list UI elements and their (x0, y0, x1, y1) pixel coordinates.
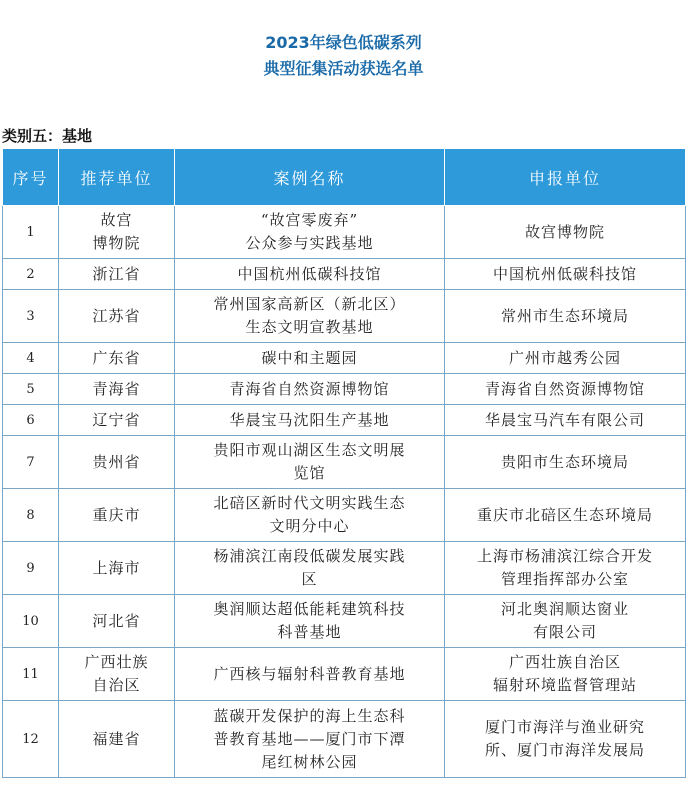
cell-number: 11 (3, 648, 59, 701)
cell-applicant: 厦门市海洋与渔业研究 所、厦门市海洋发展局 (445, 701, 686, 778)
cell-number: 9 (3, 542, 59, 595)
cell-recommending-unit: 福建省 (59, 701, 175, 778)
cell-case-name: 青海省自然资源博物馆 (175, 374, 445, 405)
cell-applicant: 故宫博物院 (445, 206, 686, 259)
cell-recommending-unit: 辽宁省 (59, 405, 175, 436)
table-body (3, 206, 686, 778)
cell-number: 4 (3, 343, 59, 374)
table-row (3, 343, 686, 374)
cell-applicant: 中国杭州低碳科技馆 (445, 259, 686, 290)
category-heading: 类别五：基地 (2, 127, 93, 145)
table-row (3, 374, 686, 405)
table-row (3, 701, 686, 778)
cell-applicant: 上海市杨浦滨江综合开发 管理指挥部办公室 (445, 542, 686, 595)
cell-number: 3 (3, 290, 59, 343)
cell-applicant: 广州市越秀公园 (445, 343, 686, 374)
cell-recommending-unit: 江苏省 (59, 290, 175, 343)
cell-case-name: 蓝碳开发保护的海上生态科 普教育基地——厦门市下潭 尾红树林公园 (175, 701, 445, 778)
cell-number: 6 (3, 405, 59, 436)
cell-recommending-unit: 河北省 (59, 595, 175, 648)
cell-recommending-unit: 青海省 (59, 374, 175, 405)
header-recommending-unit: 推荐单位 (59, 149, 175, 206)
cell-case-name: 奥润顺达超低能耗建筑科技 科普基地 (175, 595, 445, 648)
title-line-1: 2023年绿色低碳系列 (265, 33, 422, 52)
cell-applicant: 华晨宝马汽车有限公司 (445, 405, 686, 436)
cell-recommending-unit: 广西壮族 自治区 (59, 648, 175, 701)
table-row (3, 290, 686, 343)
cell-case-name: 广西核与辐射科普教育基地 (175, 648, 445, 701)
table-row (3, 542, 686, 595)
cell-applicant: 广西壮族自治区 辐射环境监督管理站 (445, 648, 686, 701)
table-row (3, 206, 686, 259)
table-row (3, 648, 686, 701)
cell-applicant: 重庆市北碚区生态环境局 (445, 489, 686, 542)
cell-case-name: “故宫零废弃” 公众参与实践基地 (175, 206, 445, 259)
table-row (3, 595, 686, 648)
selection-table (2, 148, 686, 778)
table-row (3, 405, 686, 436)
cell-recommending-unit: 上海市 (59, 542, 175, 595)
cell-applicant: 河北奥润顺达窗业 有限公司 (445, 595, 686, 648)
cell-number: 12 (3, 701, 59, 778)
header-number: 序号 (3, 149, 59, 206)
page-title (0, 30, 687, 82)
cell-recommending-unit: 重庆市 (59, 489, 175, 542)
cell-recommending-unit: 浙江省 (59, 259, 175, 290)
cell-case-name: 贵阳市观山湖区生态文明展 览馆 (175, 436, 445, 489)
cell-case-name: 常州国家高新区（新北区） 生态文明宣教基地 (175, 290, 445, 343)
cell-applicant: 常州市生态环境局 (445, 290, 686, 343)
cell-case-name: 碳中和主题园 (175, 343, 445, 374)
cell-case-name: 北碚区新时代文明实践生态 文明分中心 (175, 489, 445, 542)
cell-recommending-unit: 广东省 (59, 343, 175, 374)
cell-applicant: 青海省自然资源博物馆 (445, 374, 686, 405)
cell-recommending-unit: 贵州省 (59, 436, 175, 489)
cell-case-name: 中国杭州低碳科技馆 (175, 259, 445, 290)
cell-number: 7 (3, 436, 59, 489)
cell-number: 2 (3, 259, 59, 290)
table-row (3, 436, 686, 489)
header-case-name: 案例名称 (175, 149, 445, 206)
cell-recommending-unit: 故宫 博物院 (59, 206, 175, 259)
header-applicant: 申报单位 (445, 149, 686, 206)
cell-number: 10 (3, 595, 59, 648)
cell-case-name: 杨浦滨江南段低碳发展实践 区 (175, 542, 445, 595)
title-line-2: 典型征集活动获选名单 (263, 59, 424, 78)
cell-number: 8 (3, 489, 59, 542)
table-row (3, 489, 686, 542)
cell-case-name: 华晨宝马沈阳生产基地 (175, 405, 445, 436)
table-row (3, 259, 686, 290)
cell-applicant: 贵阳市生态环境局 (445, 436, 686, 489)
table-header-row (3, 149, 686, 206)
cell-number: 5 (3, 374, 59, 405)
cell-number: 1 (3, 206, 59, 259)
